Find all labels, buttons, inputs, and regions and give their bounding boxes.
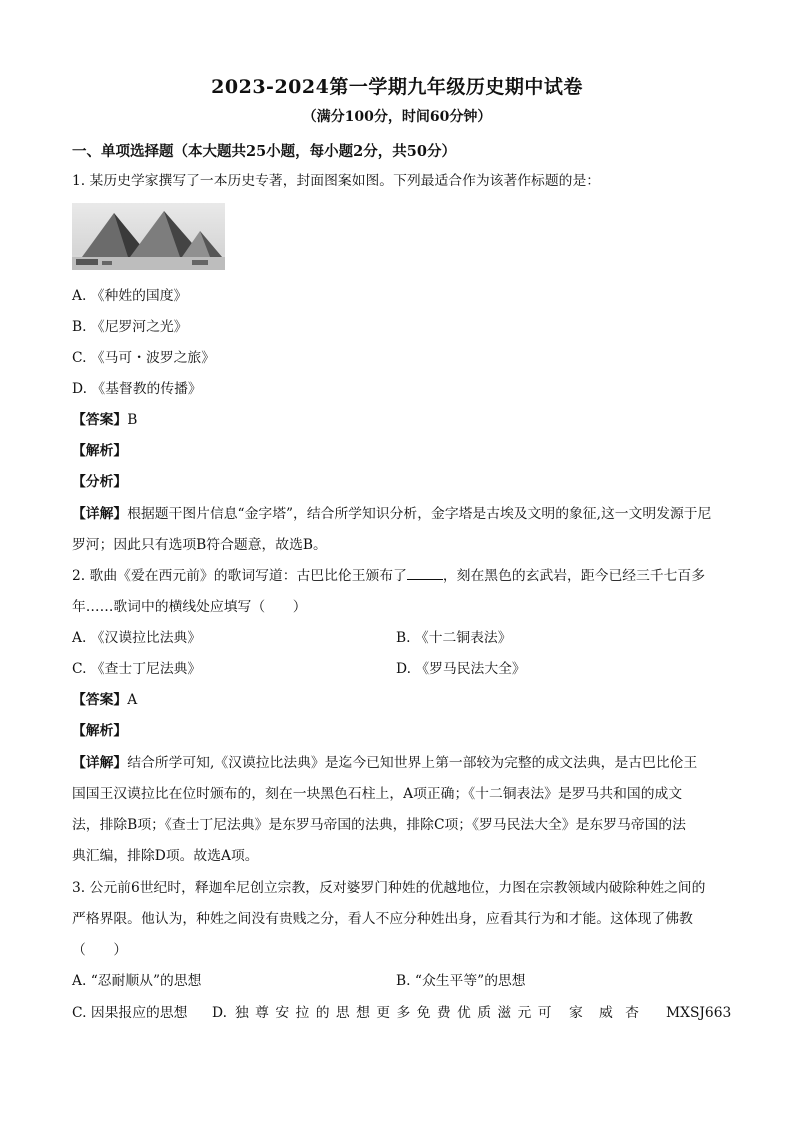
q1-option-b: B. 《尼罗河之光》	[72, 319, 188, 335]
answer-label: 【答案】	[72, 412, 128, 428]
q1-detail-line2: 罗河；因此只有选项B符合题意，故选B。	[72, 537, 327, 553]
q2-stem-part1: 2. 歌曲《爱在西元前》的歌词写道：古巴比伦王颁布了	[72, 568, 407, 584]
q3-stem-line2: 严格界限。他认为，种姓之间没有贵贱之分，看人不应分种姓出身，应看其行为和才能。这体现了佛教	[72, 911, 693, 927]
detail-label: 【详解】	[72, 506, 128, 522]
fill-blank	[407, 567, 443, 580]
q1-answer	[72, 411, 732, 429]
q1-option-d: D. 《基督教的传播》	[72, 381, 202, 397]
q2-stem-line2: 年……歌词中的横线处应填写（ ）	[72, 599, 307, 615]
q2-option-a: A. 《汉谟拉比法典》	[72, 630, 202, 646]
q2-option-b: B. 《十二铜表法》	[396, 630, 512, 646]
detail-label: 【详解】	[72, 755, 128, 771]
q2-detail-line2: 国国王汉谟拉比在位时颁布的，刻在一块黑色石柱上，A项正确；《十二铜表法》是罗马共和国的成文	[72, 786, 683, 802]
q2-option-d: D. 《罗马民法大全》	[396, 661, 526, 677]
answer-value: B	[127, 412, 138, 428]
section-heading: 一、单项选择题（本大题共25小题，每小题2分，共50分）	[72, 143, 456, 160]
q2-stem	[72, 567, 732, 585]
page-title: 2023-2024第一学期九年级历史期中试卷	[211, 76, 583, 98]
q1-fenxi-label: 【分析】	[72, 474, 128, 490]
watermark-text-1: 家	[569, 1005, 583, 1021]
q1-detail-line1: 根据题干图片信息“金字塔”，结合所学知识分析，金字塔是古埃及文明的象征,这一文明发源于尼	[127, 506, 712, 522]
q1-stem: 1. 某历史学家撰写了一本历史专著，封面图案如图。下列最适合作为该著作标题的是：	[72, 173, 601, 189]
watermark-text-2: 威 杏	[599, 1005, 643, 1021]
q2-answer	[72, 691, 732, 709]
q3-option-a: A. “忍耐顺从”的思想	[72, 973, 202, 989]
q1-analysis-label: 【解析】	[72, 443, 128, 459]
q2-detail-line3: 法，排除B项；《查士丁尼法典》是东罗马帝国的法典，排除C项；《罗马民法大全》是东罗马帝国的法	[72, 817, 686, 833]
q1-option-a: A. 《种姓的国度》	[72, 288, 188, 304]
q3-stem-line3: （ ）	[72, 942, 128, 958]
q2-analysis-label: 【解析】	[72, 723, 128, 739]
q3-stem-line1: 3. 公元前6世纪时，释迦牟尼创立宗教，反对婆罗门种姓的优越地位，力图在宗教领域内破除种姓之间的	[72, 880, 706, 896]
answer-value: A	[127, 692, 138, 708]
pyramids-image	[72, 203, 225, 270]
q2-detail-line4: 典汇编，排除D项。故选A项。	[72, 848, 259, 864]
page-subtitle: （满分100分，时间60分钟）	[302, 109, 492, 125]
q3-option-b: B. “众生平等”的思想	[396, 973, 526, 989]
q1-detail	[72, 505, 732, 523]
q2-option-c: C. 《查士丁尼法典》	[72, 661, 202, 677]
q2-detail	[72, 754, 732, 772]
q3-option-d-label: D.	[212, 1005, 227, 1021]
answer-label: 【答案】	[72, 692, 128, 708]
q2-detail-line1: 结合所学可知,《汉谟拉比法典》是迄今已知世界上第一部较为完整的成文法典，是古巴比伦王	[127, 755, 698, 771]
watermark-code: MXSJ663	[666, 1005, 732, 1021]
q1-option-c: C. 《马可・波罗之旅》	[72, 350, 216, 366]
q3-option-d-text: 独 尊 安 拉 的 思 想 更 多 免 费 优 质 滋 元 可	[235, 1005, 553, 1021]
q2-stem-part2: ，刻在黑色的玄武岩，距今已经三千七百多	[442, 568, 706, 584]
q3-option-c: C. 因果报应的思想	[72, 1005, 188, 1021]
